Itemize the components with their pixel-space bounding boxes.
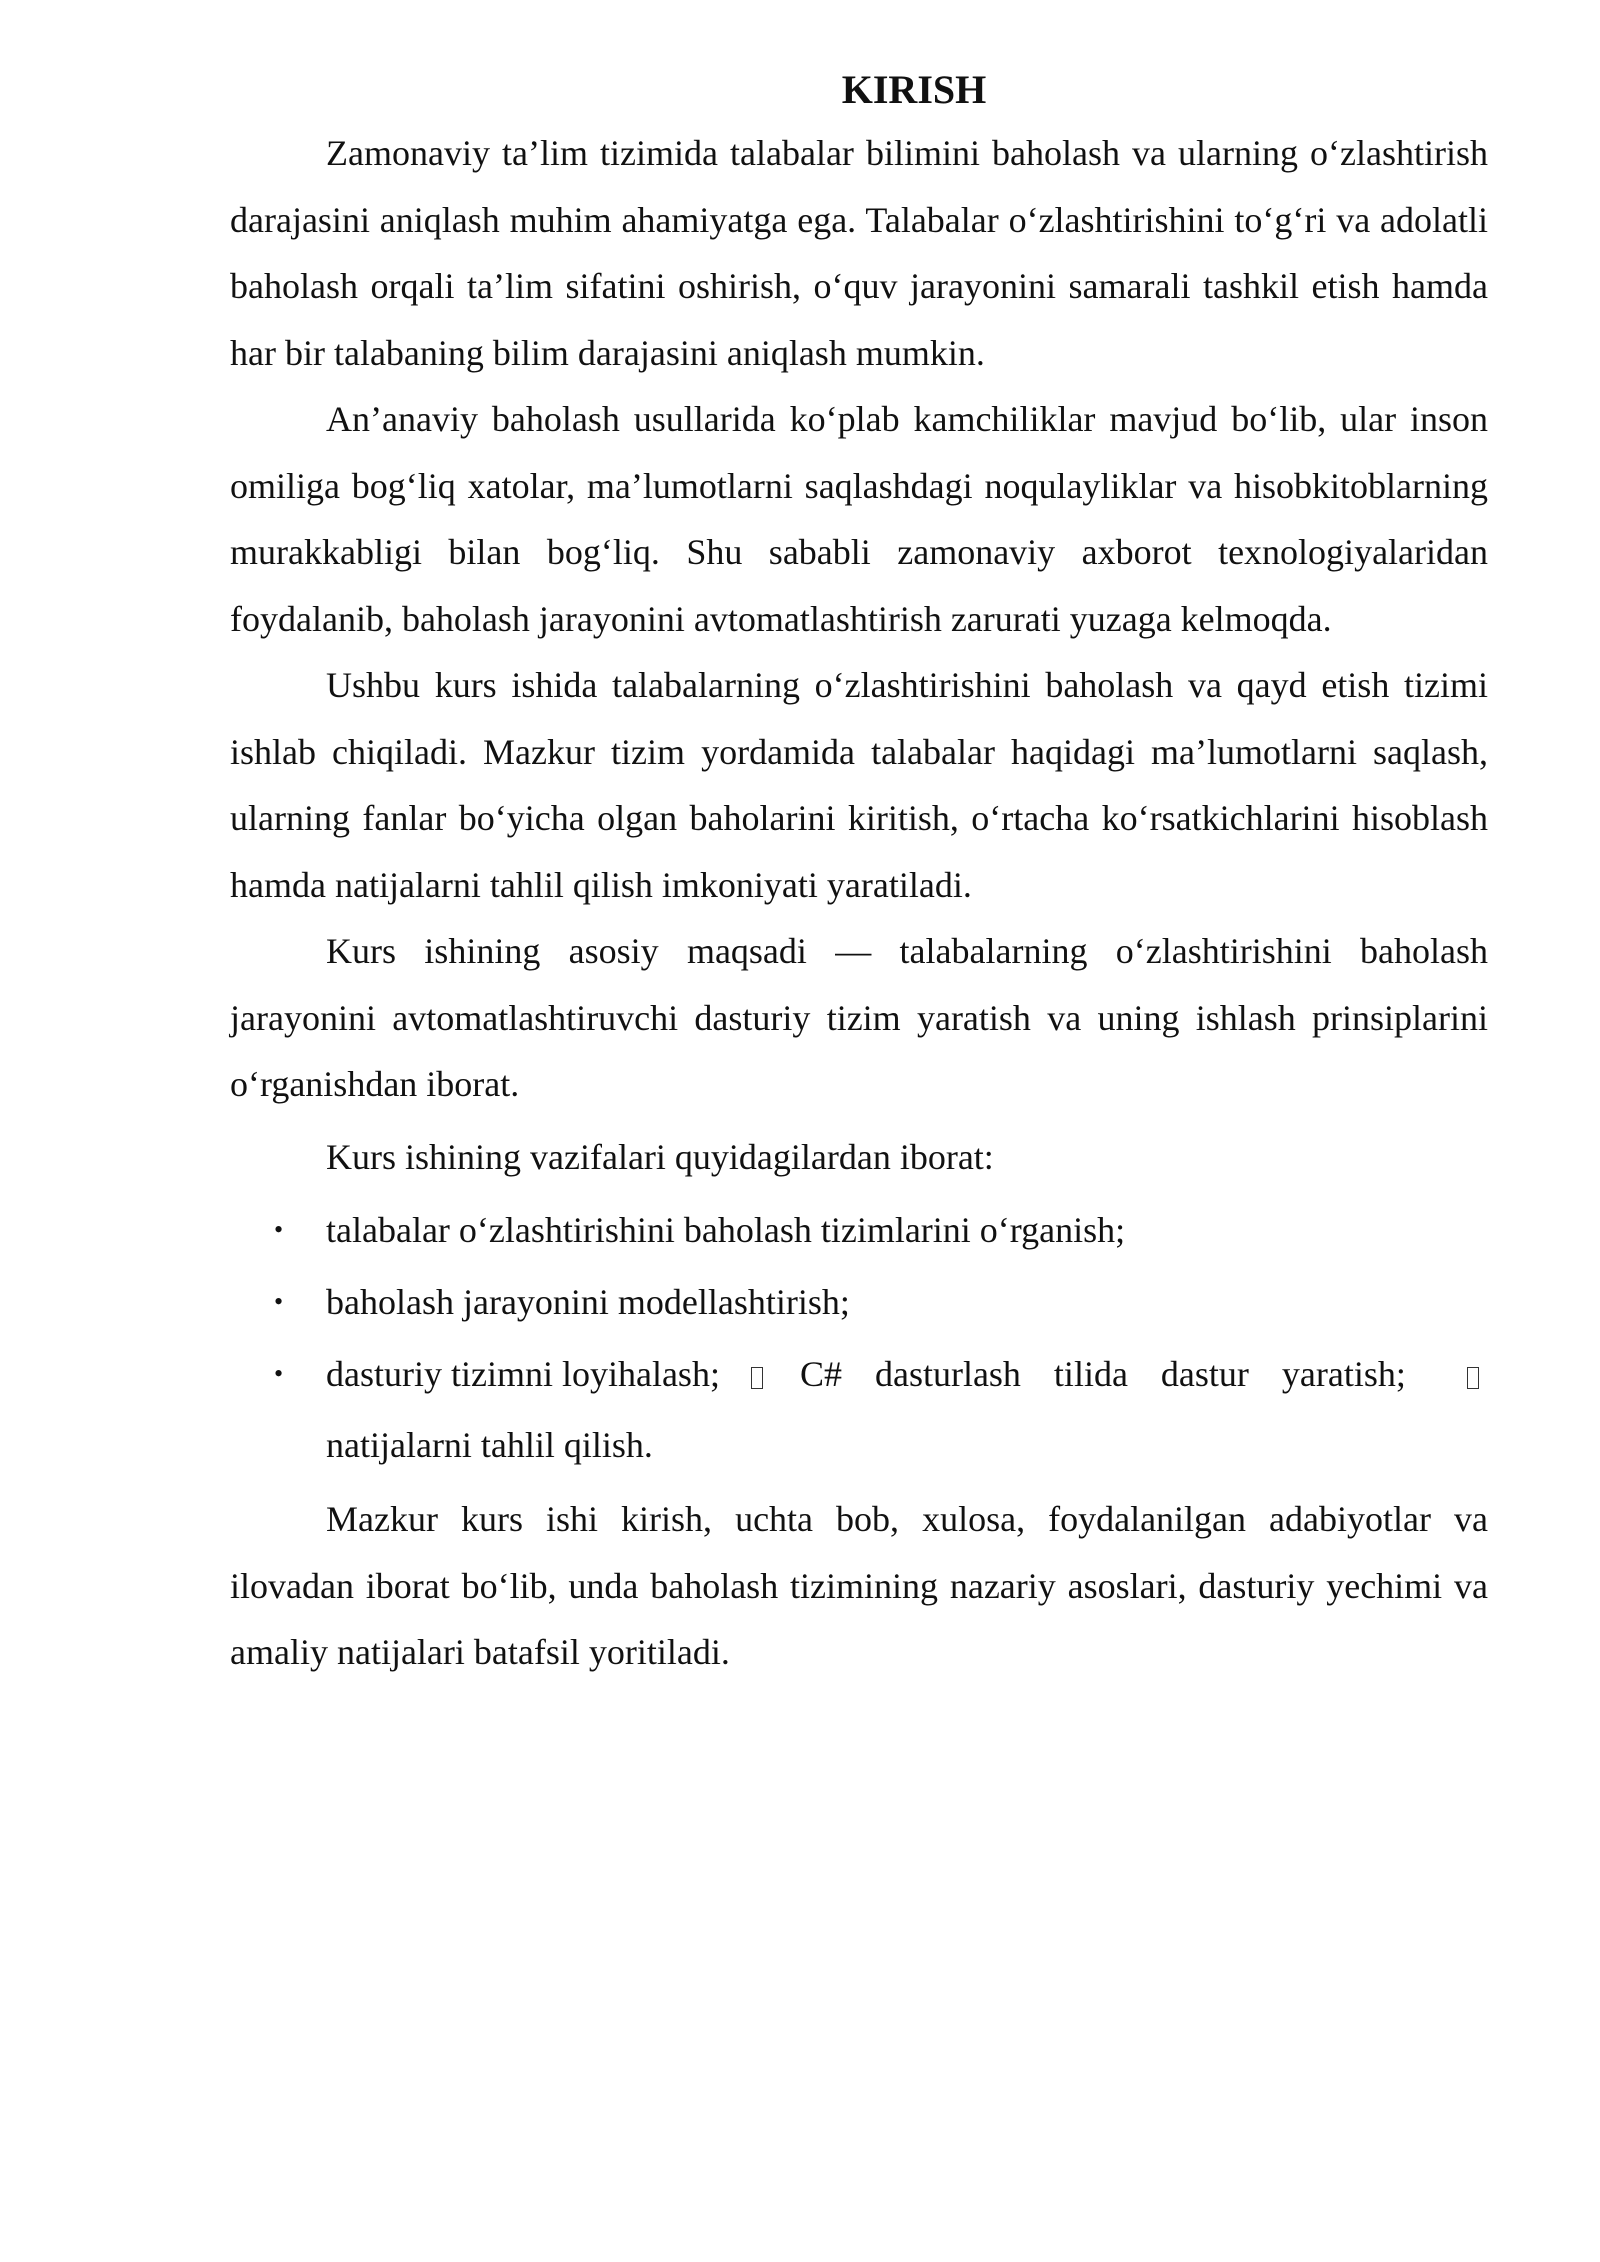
paragraph-3: Ushbu kurs ishida talabalarning o‘zlashtirishini baholash va qayd etish tizimi ishlab chiqiladi. Mazkur tizim yordamida talabalar haqidagi ma’lumotlarni saqlash, ularning fanlar bo‘yicha olgan baholarini kiritish, o‘rtacha ko‘rsatkichlarini hisoblash hamda natijalarni tahlil qilish imkoniyati yaratiladi. [230, 665, 1488, 905]
list-item [230, 1266, 1488, 1338]
bullet-icon: • [274, 1215, 284, 1244]
missing-glyph-icon [1467, 1367, 1479, 1389]
bullet-icon: • [274, 1287, 284, 1316]
document-body [230, 62, 1488, 1686]
task-text: dasturiy tizimni loyihalash; [326, 1354, 720, 1394]
list-item [230, 1194, 1488, 1266]
paragraph-4: Kurs ishining asosiy maqsadi — talabalarning o‘zlashtirishini baholash jarayonini avtomatlashtiruvchi dasturiy tizim yaratish va uning ishlash prinsiplarini o‘rganishdan iborat. [230, 931, 1488, 1104]
bullet-icon: • [274, 1359, 284, 1388]
paragraph-2: An’anaviy baholash usullarida ko‘plab kamchiliklar mavjud bo‘lib, ular inson omiliga bog‘liq xatolar, ma’lumotlarni saqlashdagi noqulayliklar va hisobkitoblarning murakkabligi bilan bog‘liq. Shu sababli zamonaviy axborot texnologiyalaridan foydalanib, baholash jarayonini avtomatlashtirish zarurati yuzaga kelmoqda. [230, 399, 1488, 639]
task-text: baholash jarayonini modellashtirish; [326, 1282, 850, 1322]
task-text: natijalarni tahlil qilish. [326, 1425, 653, 1465]
task-text: talabalar o‘zlashtirishini baholash tizimlarini o‘rganish; [326, 1210, 1126, 1250]
closing-paragraph: Mazkur kurs ishi kirish, uchta bob, xulosa, foydalanilgan adabiyotlar va ilovadan iborat bo‘lib, unda baholash tizimining nazariy asoslari, dasturiy yechimi va amaliy natijalari batafsil yoritiladi. [230, 1499, 1488, 1672]
tasks-list [230, 1194, 1488, 1480]
page-title: KIRISH [841, 67, 987, 112]
tasks-intro: Kurs ishining vazifalari quyidagilardan iborat: [326, 1136, 994, 1177]
paragraph-1: Zamonaviy ta’lim tizimida talabalar bilimini baholash va ularning o‘zlashtirish darajasini aniqlash muhim ahamiyatga ega. Talabalar o‘zlashtirishini to‘g‘ri va adolatli baholash orqali ta’lim sifatini oshirish, o‘quv jarayonini samarali tashkil etish hamda har bir talabaning bilim darajasini aniqlash mumkin. [230, 133, 1488, 373]
task-text: C# dasturlash tilida dastur yaratish; [799, 1354, 1406, 1394]
list-item [230, 1338, 1488, 1480]
missing-glyph-icon [751, 1367, 763, 1389]
